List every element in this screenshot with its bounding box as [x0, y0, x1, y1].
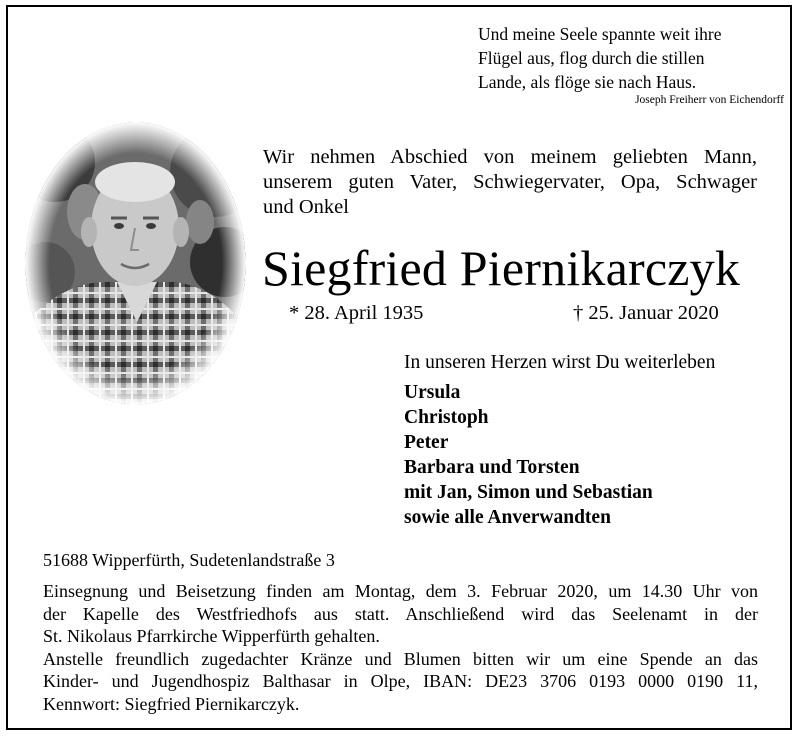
farewell-line: Wir nehmen Abschied von meinem geliebten Mann,: [263, 146, 757, 168]
remembrance-line: In unseren Herzen wirst Du weiterleben: [404, 352, 716, 373]
deceased-name: Siegfried Piernikarczyk: [262, 240, 741, 296]
farewell-text: [263, 145, 757, 220]
mourners-list: [404, 380, 653, 530]
mourner-name: sowie alle Anverwandten: [404, 507, 611, 528]
birth-date: * 28. April 1935: [289, 302, 424, 324]
poem-block: [478, 22, 778, 94]
mourner-name: Peter: [404, 432, 449, 453]
info-line: Kennwort: Siegfried Piernikarczyk.: [43, 693, 300, 714]
poem-author: Joseph Freiherr von Eichendorff: [635, 94, 784, 106]
mourner-name: Ursula: [404, 382, 461, 403]
poem-line: Und meine Seele spannte weit ihre: [478, 24, 722, 44]
poem-line: Lande, als flöge sie nach Haus.: [478, 72, 697, 92]
info-line: Kinder- und Jugendhospiz Balthasar in Olpe, IBAN: DE23 3706 0193 0000 0190 11,: [43, 671, 758, 691]
farewell-line: und Onkel: [263, 196, 349, 218]
info-line: Einsegnung und Beisetzung finden am Montag, dem 3. Februar 2020, um 14.30 Uhr von: [43, 581, 758, 601]
mourner-name: Christoph: [404, 407, 489, 428]
farewell-line: unserem guten Vater, Schwiegervater, Opa, Schwager: [263, 171, 757, 193]
death-date: † 25. Januar 2020: [573, 302, 719, 324]
poem-line: Flügel aus, flog durch die stillen: [478, 48, 705, 68]
mourner-name: Barbara und Torsten: [404, 457, 580, 478]
info-line: Anstelle freundlich zugedachter Kränze und Blumen bitten wir um eine Spende an das: [43, 648, 758, 669]
info-line: der Kapelle des Westfriedhofs aus statt. Anschließend wird das Seelenamt in der: [43, 603, 758, 624]
info-line: St. Nikolaus Pfarrkirche Wipperfürth gehalten.: [43, 626, 380, 646]
funeral-info: [43, 580, 758, 715]
portrait-photo: [25, 122, 246, 405]
mourner-name: mit Jan, Simon und Sebastian: [404, 482, 653, 503]
family-address: 51688 Wipperfürth, Sudetenlandstraße 3: [43, 550, 335, 570]
